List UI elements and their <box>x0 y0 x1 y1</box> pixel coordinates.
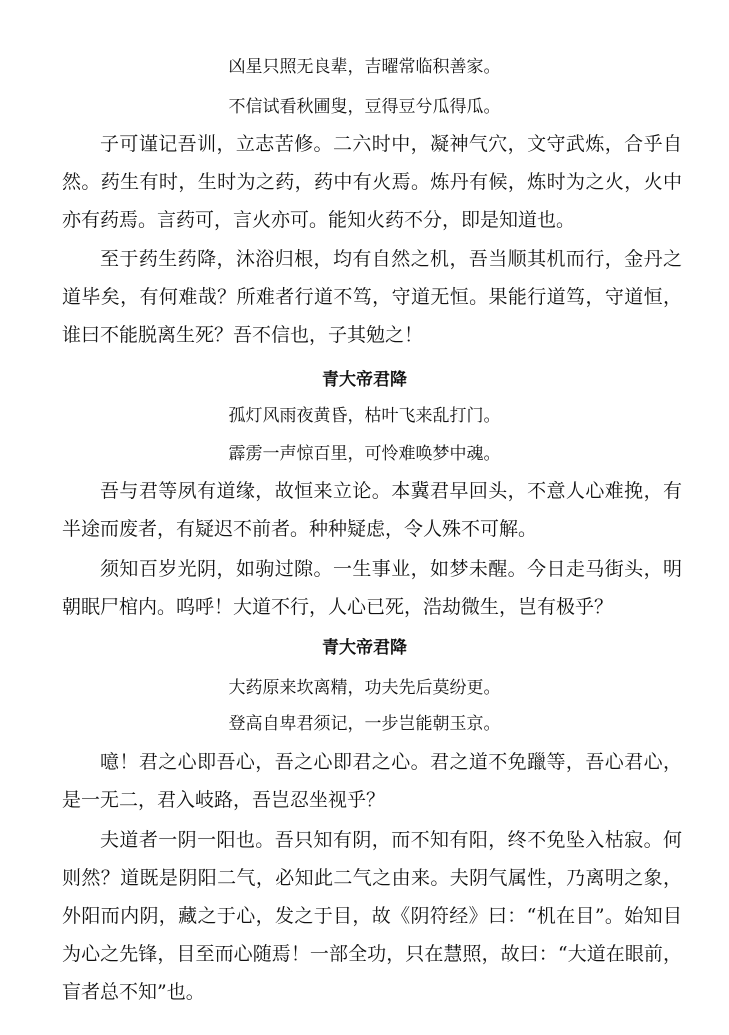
paragraph: 子可谨记吾训，立志苦修。二六时中，凝神气穴，文守武炼，合乎自然。药生有时，生时为之药，药中有火焉。炼丹有候，炼时为之火，火中亦有药焉。言药可，言火亦可。能知火药不分，即是知道也。 <box>62 133 682 231</box>
verse-line: 大药原来坎离精，功夫先后莫纷更。 <box>228 678 501 698</box>
paragraph: 须知百岁光阴，如驹过隙。一生事业，如梦未醒。今日走马街头，明朝眠尸棺内。呜呼！大道不行，人心已死，浩劫微生，岂有极乎？ <box>62 558 682 618</box>
paragraph: 噫！君之心即吾心，吾之心即君之心。君之道不免躐等，吾心君心，是一无二，君入岐路，吾岂忍坐视乎？ <box>62 751 682 811</box>
section-heading: 青大帝君降 <box>322 370 407 390</box>
verse-line: 登高自卑君须记，一步岂能朝玉京。 <box>228 714 501 734</box>
paragraph: 吾与君等夙有道缘，故恒来立论。本冀君早回头，不意人心难挽，有半途而废者，有疑迟不前者。种种疑虑，令人殊不可解。 <box>62 480 682 540</box>
paragraph: 至于药生药降，沐浴归根，均有自然之机，吾当顺其机而行，金丹之道毕矣，有何难哉？所难者行道不笃，守道无恒。果能行道笃，守道恒，谁曰不能脱离生死？吾不信也，子其勉之！ <box>62 248 682 346</box>
verse-line: 不信试看秋圃叟，豆得豆兮瓜得瓜。 <box>228 97 501 117</box>
verse-line: 凶星只照无良辈，吉曜常临积善家。 <box>228 57 501 77</box>
verse-line: 霹雳一声惊百里，可怜难唤梦中魂。 <box>228 444 501 464</box>
verse-line: 孤灯风雨夜黄昏，枯叶飞来乱打门。 <box>228 406 501 426</box>
section-heading: 青大帝君降 <box>322 638 407 658</box>
paragraph: 夫道者一阴一阳也。吾只知有阴，而不知有阳，终不免坠入枯寂。何则然？道既是阴阳二气，必知此二气之由来。夫阴气属性，乃离明之象，外阳而内阴，藏之于心，发之于目，故《阴符经》曰：“机在目”。始知目为心之先锋，目至而心随焉！一部全功，只在慧照，故曰：“大道在眼前，盲者总不知”也。 <box>62 829 682 1003</box>
